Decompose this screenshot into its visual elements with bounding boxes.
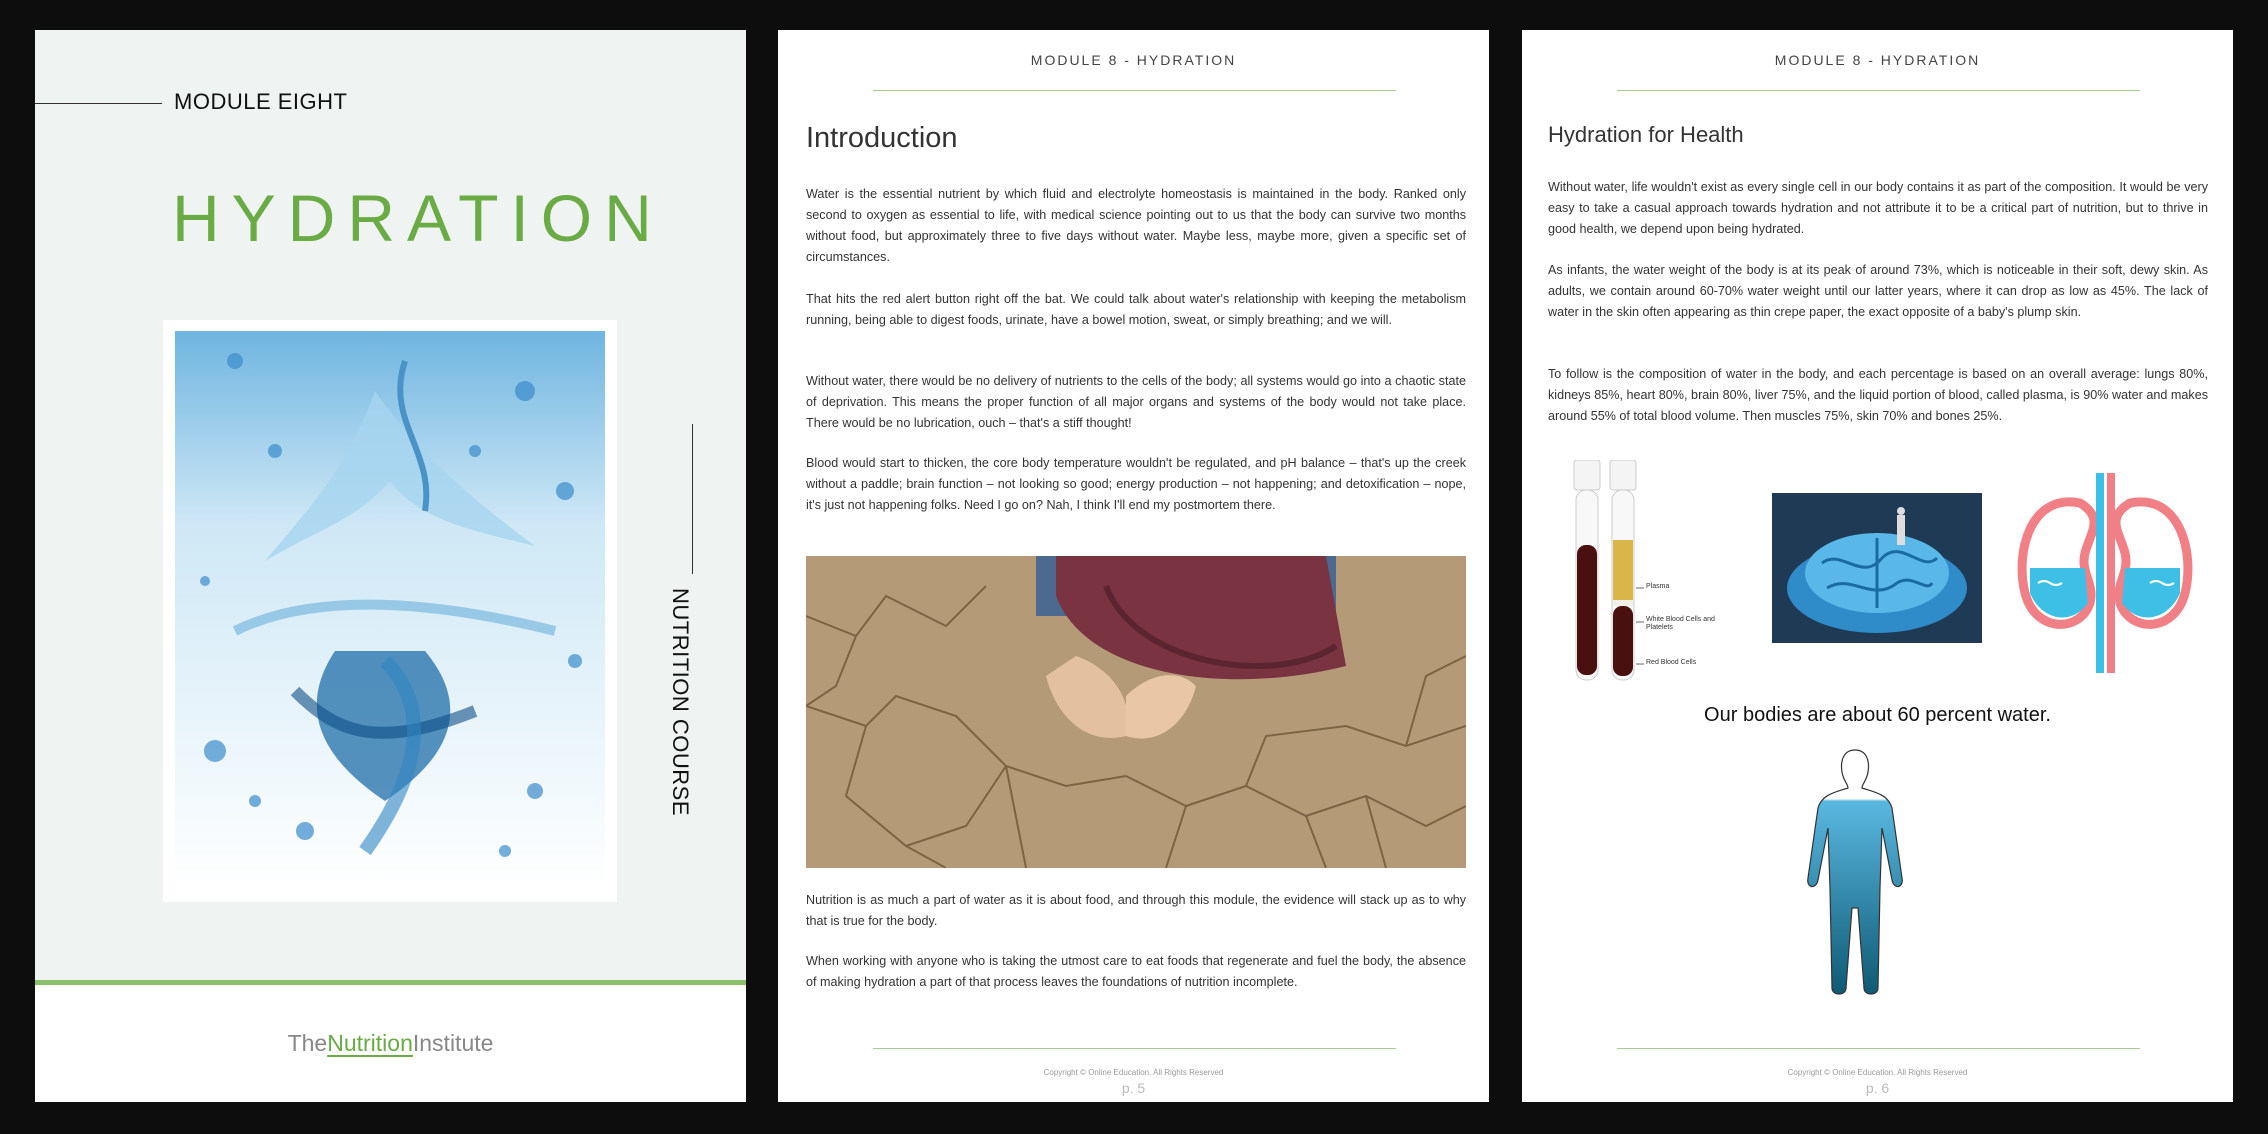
- footer-rule: [873, 1048, 1396, 1049]
- copyright-notice: Copyright © Online Education. All Rights Reserved: [1043, 1068, 1224, 1077]
- kidneys-icon: [2010, 473, 2200, 673]
- brain-in-water-icon: [1772, 493, 1982, 643]
- blood-tubes-icon: [1562, 460, 1722, 690]
- page-header: MODULE 8 - HYDRATION: [1030, 52, 1237, 68]
- paragraph: Without water, life wouldn't exist as every single cell in our body contains it as part of the composition. It would be very easy to take a casual approach towards hydration and not attribute it to be a critical part of nutrition, but to thrive in good health, we depend upon being hydrated.: [1548, 180, 2208, 236]
- page-header: MODULE 8 - HYDRATION: [1774, 52, 1981, 68]
- paragraph: Without water, there would be no delivery of nutrients to the cells of the body; all systems would go into a chaotic state of deprivation. This means the proper function of all major organs and systems of the body would not take place. There would be no lubrication, ouch – that's a stiff thought!: [806, 374, 1466, 430]
- page-number: p. 5: [1121, 1080, 1146, 1096]
- cover-side-label: NUTRITION COURSE: [668, 588, 693, 816]
- footer-rule: [1617, 1048, 2140, 1049]
- paragraph: To follow is the composition of water in the body, and each percentage is based on an overall average: lungs 80%, kidneys 85%, heart 80%, brain 80%, liver 75%, and the liquid portion of blood, called plasma, is 90% water and makes around 55% of total blood volume. Then muscles 75%, skin 70% and bones 25%.: [1548, 367, 2208, 423]
- tube-label-rbc: Red Blood Cells: [1646, 659, 1697, 666]
- cover-module-label: MODULE EIGHT: [174, 89, 348, 114]
- paragraph: Nutrition is as much a part of water as it is about food, and through this module, the evidence will stack up as to why that is true for the body.: [806, 893, 1466, 928]
- paragraph: As infants, the water weight of the body is at its peak of around 73%, which is noticeable in their soft, dewy skin. As adults, we contain around 60-70% water weight until our latter years, where it can drop as low as 45%. The lack of water in the skin often appearing as thin crepe paper, the exact opposite of a baby's plump skin.: [1548, 263, 2208, 319]
- cover-vertical-rule: [692, 424, 693, 574]
- cover-page: [35, 30, 746, 1102]
- copyright-notice: Copyright © Online Education. All Rights Reserved: [1787, 1068, 1968, 1077]
- cover-title: HYDRATION: [172, 181, 664, 255]
- header-rule: [1617, 90, 2140, 91]
- tube-label-wbc: White Blood Cells and Platelets: [1646, 616, 1715, 631]
- header-rule: [873, 90, 1396, 91]
- figure-caption: Our bodies are about 60 percent water.: [1704, 704, 2051, 726]
- page-number: p. 6: [1865, 1080, 1890, 1096]
- page-6: [1522, 30, 2233, 1102]
- paragraph: Water is the essential nutrient by which fluid and electrolyte homeostasis is maintained in the body. Ranked only second to oxygen as essential to life, with medical science pointing out to us that the body can survive two months without food, but approximately three to five days without water. Maybe less, maybe more, given a specific set of circumstances.: [806, 187, 1466, 264]
- cover-top-rule: [35, 103, 162, 104]
- water-splash-icon: [175, 331, 605, 888]
- cracked-earth-hands-icon: [806, 556, 1466, 868]
- paragraph: Blood would start to thicken, the core body temperature wouldn't be regulated, and pH balance – that's up the creek without a paddle; brain function – not looking so good; energy production – not happening; and detoxification – nope, it's just not happening folks. Need I go on? Nah, I think I'll end my postmortem there.: [806, 456, 1466, 512]
- page-5: [778, 30, 1489, 1102]
- page-heading: Introduction: [806, 122, 958, 154]
- institute-logo: [35, 1030, 746, 1057]
- paragraph: That hits the red alert button right off the bat. We could talk about water's relationship with keeping the metabolism running, being able to digest foods, urinate, have a bowel motion, sweat, or simply breathing; and we will.: [806, 292, 1466, 327]
- paragraph: When working with anyone who is taking the utmost care to eat foods that regenerate and fuel the body, the absence of making hydration a part of that process leaves the foundations of nutrition incomplete.: [806, 954, 1466, 989]
- logo-part-nutrition: Nutrition: [327, 1030, 413, 1056]
- body-water-silhouette-icon: [1800, 748, 1910, 998]
- logo-part-the: The: [287, 1030, 328, 1056]
- logo-part-institute: Institute: [412, 1030, 494, 1056]
- tube-label-plasma: Plasma: [1646, 583, 1670, 590]
- page-heading: Hydration for Health: [1548, 122, 1744, 147]
